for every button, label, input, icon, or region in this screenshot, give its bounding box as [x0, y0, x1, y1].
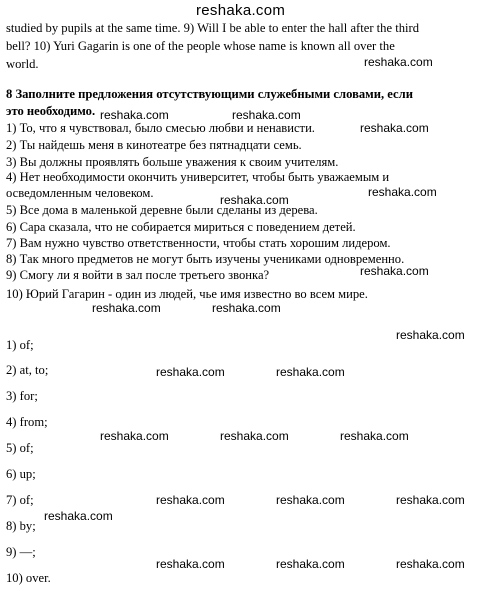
answer-5: 5) of;: [6, 441, 34, 455]
watermark: reshaka.com: [360, 121, 429, 135]
sentence-5: 5) Все дома в маленькой деревне были сделаны из дерева.: [6, 203, 318, 217]
sentence-3: 3) Вы должны проявлять больше уважения к своим учителям.: [6, 155, 339, 169]
watermark: reshaka.com: [340, 429, 409, 443]
sentence-10: 10) Юрий Гагарин - один из людей, чье имя известно во всем мире.: [6, 287, 368, 301]
sentence-4b: осведомленным человеком.: [6, 186, 154, 200]
sentence-4a: 4) Нет необходимости окончить университет, чтобы быть уважаемым и: [6, 170, 390, 184]
watermark: reshaka.com: [276, 493, 345, 507]
watermark: reshaka.com: [44, 509, 113, 523]
watermark: reshaka.com: [364, 55, 433, 69]
watermark: reshaka.com: [276, 365, 345, 379]
answer-6: 6) up;: [6, 467, 36, 481]
task-heading-line-1: 8 Заполните предложения отсутствующими служебными словами, если: [6, 87, 413, 101]
watermark: reshaka.com: [396, 328, 465, 342]
watermark: reshaka.com: [156, 365, 225, 379]
intro-line-1: studied by pupils at the same time. 9) Will I be able to enter the hall after the third: [6, 21, 419, 35]
answer-4: 4) from;: [6, 415, 48, 429]
sentence-6: 6) Сара сказала, что не собирается мириться с поведением детей.: [6, 220, 356, 234]
watermark: reshaka.com: [100, 429, 169, 443]
watermark: reshaka.com: [156, 557, 225, 571]
task-heading-line-2: это необходимо.: [6, 104, 96, 118]
answer-1: 1) of;: [6, 338, 34, 352]
answer-8: 8) by;: [6, 519, 36, 533]
answer-3: 3) for;: [6, 389, 38, 403]
watermark: reshaka.com: [212, 301, 281, 315]
answer-9: 9) —;: [6, 545, 36, 559]
watermark: reshaka.com: [156, 493, 225, 507]
watermark: reshaka.com: [276, 557, 345, 571]
sentence-2: 2) Ты найдешь меня в кинотеатре без пятнадцати семь.: [6, 138, 302, 152]
site-title: reshaka.com: [196, 2, 286, 19]
answer-10: 10) over.: [6, 571, 51, 585]
intro-line-2: bell? 10) Yuri Gagarin is one of the people whose name is known all over the: [6, 39, 395, 53]
sentence-1: 1) То, что я чувствовал, было смесью любви и ненависти.: [6, 121, 315, 135]
watermark: reshaka.com: [396, 493, 465, 507]
sentence-7: 7) Вам нужно чувство ответственности, чтобы стать хорошим лидером.: [6, 236, 391, 250]
answer-2: 2) at, to;: [6, 363, 49, 377]
answer-7: 7) of;: [6, 493, 34, 507]
sentence-9: 9) Смогу ли я войти в зал после третьего звонка?: [6, 268, 270, 282]
watermark: reshaka.com: [100, 108, 169, 122]
watermark: reshaka.com: [232, 108, 301, 122]
watermark: reshaka.com: [92, 301, 161, 315]
sentence-8: 8) Так много предметов не могут быть изучены учениками одновременно.: [6, 252, 405, 266]
watermark: reshaka.com: [360, 264, 429, 278]
watermark: reshaka.com: [368, 185, 437, 199]
watermark: reshaka.com: [220, 193, 289, 207]
intro-line-3: world.: [6, 57, 39, 71]
watermark: reshaka.com: [220, 429, 289, 443]
watermark: reshaka.com: [396, 557, 465, 571]
